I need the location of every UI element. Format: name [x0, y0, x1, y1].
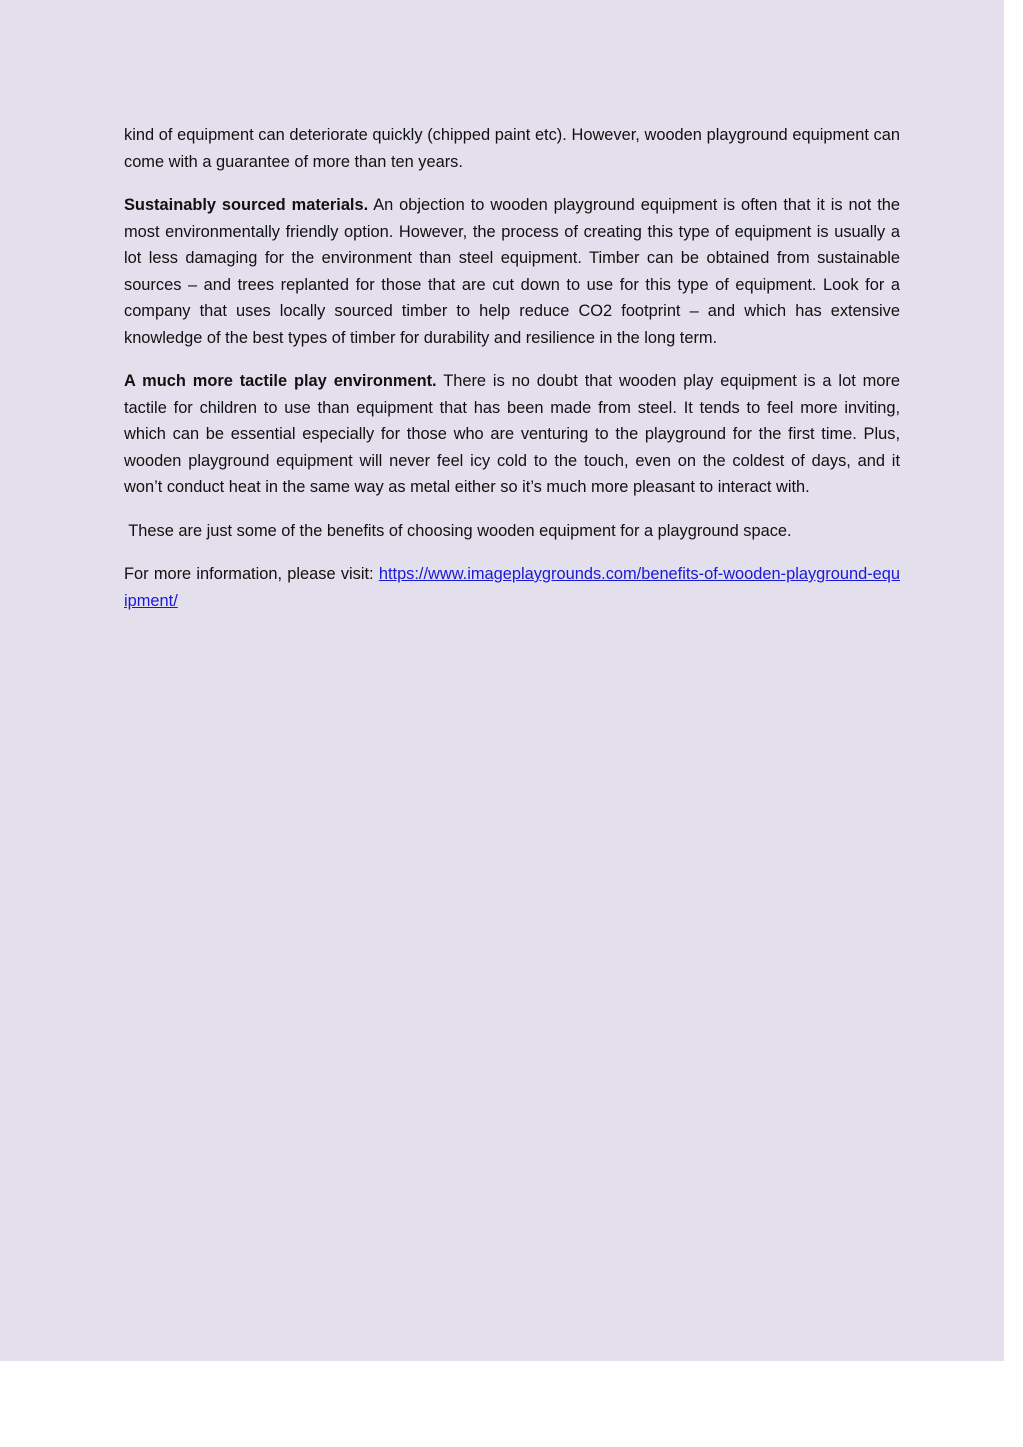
more-info-link[interactable]: https://www.imageplaygrounds.com/benefits-of-wooden-playground-equipment/	[124, 565, 900, 610]
paragraph-sustainable-heading: Sustainably sourced materials.	[124, 196, 369, 214]
paragraph-summary	[124, 518, 900, 545]
document-body	[124, 122, 900, 631]
paragraph-tactile-text: There is no doubt that wooden play equipment is a lot more tactile for children to use than equipment that has been made from steel. It tends to feel more inviting, which can be essential especially for those who are venturing to the playground for the first time. Plus, wooden playground equipment will never feel icy cold to the touch, even on the coldest of days, and it won’t conduct heat in the same way as metal either so it’s much more pleasant to interact with.	[124, 372, 900, 496]
paragraph-more-info	[124, 561, 900, 614]
paragraph-summary-text: These are just some of the benefits of choosing wooden equipment for a playground space.	[124, 521, 792, 540]
paragraph-sustainable-text: An objection to wooden playground equipment is often that it is not the most environmentally friendly option. However, the process of creating this type of equipment is usually a lot less damaging for the environment than steel equipment. Timber can be obtained from sustainable sources – and trees replanted for those that are cut down to use for this type of equipment. Look for a company that uses locally sourced timber to help reduce CO2 footprint – and which has extensive knowledge of the best types of timber for durability and resilience in the long term.	[124, 196, 901, 347]
paragraph-tactile-heading: A much more tactile play environment.	[124, 372, 437, 390]
more-info-label: For more information, please visit:	[124, 565, 379, 583]
paragraph-tactile	[124, 368, 900, 501]
paragraph-guarantee-text: kind of equipment can deteriorate quickly (chipped paint etc). However, wooden playground equipment can come with a guarantee of more than ten years.	[124, 126, 900, 171]
paragraph-sustainable	[124, 192, 900, 351]
paragraph-guarantee	[124, 122, 900, 175]
